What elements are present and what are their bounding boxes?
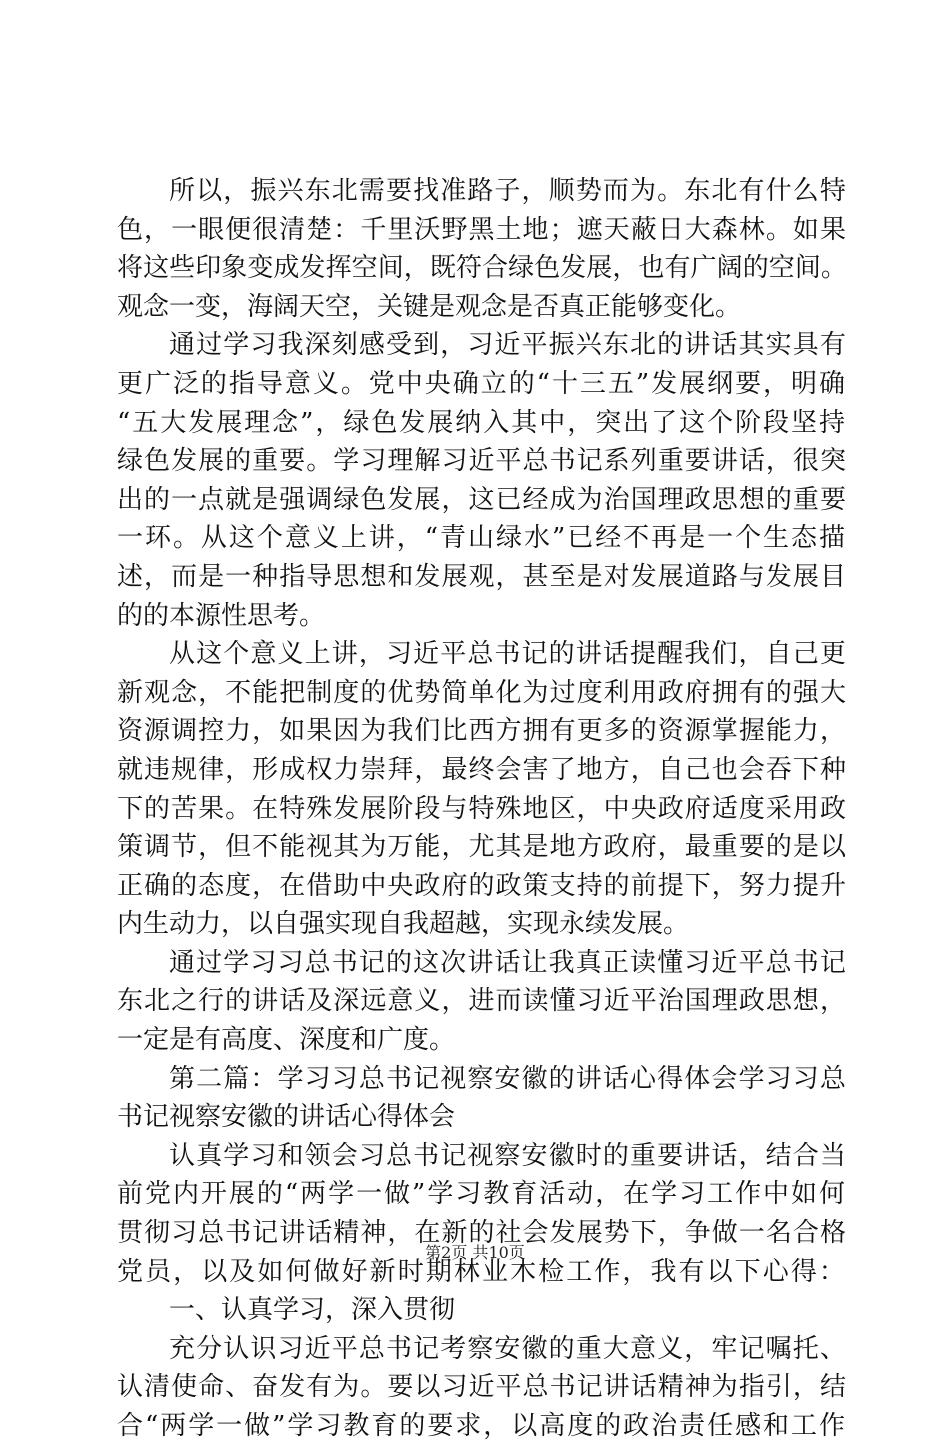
text-line-content: 通过学习我深刻感受到，习近平振兴东北的讲话其实具有 — [169, 330, 847, 361]
text-line-content: 书记视察安徽的讲话心得体会 — [117, 1102, 456, 1133]
text-line — [117, 712, 847, 751]
text-line — [117, 982, 847, 1021]
text-line-content: 一、认真学习，深入贯彻 — [169, 1295, 456, 1326]
text-line — [117, 249, 847, 288]
text-line-content: 认真学习和领会习总书记视察安徽时的重要讲话，结合当 — [169, 1140, 847, 1171]
text-line — [117, 1368, 847, 1407]
text-line — [117, 1291, 847, 1330]
text-line — [117, 481, 847, 520]
text-line-content: 内生动力，以自强实现自我超越，实现永续发展。 — [117, 909, 690, 940]
text-line-content: 色，一眼便很清楚：千里沃野黑土地；遮天蔽日大森林。如果 — [117, 214, 847, 245]
text-line-content: 第二篇：学习习总书记视察安徽的讲话心得体会学习习总 — [169, 1063, 847, 1094]
text-line-content: 充分认识习近平总书记考察安徽的重大意义，牢记嘱托、 — [169, 1333, 847, 1364]
text-line-content: 策调节，但不能视其为万能，尤其是地方政府，最重要的是以 — [117, 832, 847, 863]
text-line-content: 出的一点就是强调绿色发展，这已经成为治国理政思想的重要 — [117, 484, 847, 515]
text-line — [117, 944, 847, 983]
text-line — [117, 1175, 847, 1214]
text-line-content: 下的苦果。在特殊发展阶段与特殊地区，中央政府适度采用政 — [117, 793, 847, 824]
text-line — [117, 288, 847, 327]
text-line — [117, 597, 847, 636]
text-line-content: “五大发展理念”，绿色发展纳入其中，突出了这个阶段坚持 — [117, 407, 847, 438]
text-line — [117, 1021, 847, 1060]
text-line-content: 正确的态度，在借助中央政府的政策支持的前提下，努力提升 — [117, 870, 847, 901]
text-line-content: 东北之行的讲话及深远意义，进而读懂习近平治国理政思想， — [117, 986, 847, 1017]
text-line-content: 所以，振兴东北需要找准路子，顺势而为。东北有什么特 — [169, 176, 847, 206]
text-line — [117, 1060, 847, 1099]
text-line — [117, 635, 847, 674]
text-line — [117, 1330, 847, 1369]
text-line-content: 资源调控力，如果因为我们比西方拥有更多的资源掌握能力， — [117, 716, 847, 747]
text-line-content: 一定是有高度、深度和广度。 — [117, 1025, 456, 1056]
text-line — [117, 365, 847, 404]
text-line-content: 一环。从这个意义上讲，“青山绿水”已经不再是一个生态描 — [117, 523, 847, 554]
text-line-content: 从这个意义上讲，习近平总书记的讲话提醒我们，自己更 — [169, 639, 847, 670]
text-line-content: 述，而是一种指导思想和发展观，甚至是对发展道路与发展目 — [117, 561, 847, 592]
text-line — [117, 674, 847, 713]
text-line — [117, 1407, 847, 1446]
text-line — [117, 442, 847, 481]
text-line — [117, 519, 847, 558]
text-line-content: 前党内开展的“两学一做”学习教育活动，在学习工作中如何 — [117, 1179, 847, 1210]
text-line — [117, 867, 847, 906]
text-line — [117, 828, 847, 867]
text-line-content: 合“两学一做”学习教育的要求，以高度的政治责任感和工作 — [117, 1411, 847, 1441]
text-line — [117, 326, 847, 365]
text-line-content: 贯彻习总书记讲话精神，在新的社会发展势下，争做一名合格 — [117, 1218, 847, 1249]
text-line — [117, 1137, 847, 1176]
text-line-content: 通过学习习总书记的这次讲话让我真正读懂习近平总书记 — [169, 947, 847, 978]
text-line — [117, 751, 847, 790]
text-line-content: 将这些印象变成发挥空间，既符合绿色发展，也有广阔的空间。 — [117, 253, 847, 284]
text-line-content: 认清使命、奋发有为。要以习近平总书记讲话精神为指引，结 — [117, 1372, 847, 1403]
text-line-content: 更广泛的指导意义。党中央确立的“十三五”发展纲要，明确 — [117, 368, 847, 399]
text-line — [117, 211, 847, 250]
text-line-content: 党员，以及如何做好新时期林业木检工作，我有以下心得： — [117, 1256, 847, 1287]
page-footer: 第2页 共10页 — [425, 1243, 525, 1262]
text-line-content: 的的本源性思考。 — [117, 600, 326, 631]
text-line — [117, 558, 847, 597]
text-line — [117, 1098, 847, 1137]
text-line-content: 观念一变，海阔天空，关键是观念是否真正能够变化。 — [117, 291, 742, 322]
text-line-content: 绿色发展的重要。学习理解习近平总书记系列重要讲话，很突 — [117, 446, 847, 477]
text-line — [117, 905, 847, 944]
text-line — [117, 404, 847, 443]
text-line — [117, 172, 847, 211]
text-line-content: 新观念，不能把制度的优势简单化为过度利用政府拥有的强大 — [117, 677, 847, 708]
text-line-content: 就违规律，形成权力崇拜，最终会害了地方，自己也会吞下种 — [117, 754, 847, 785]
text-line — [117, 790, 847, 829]
